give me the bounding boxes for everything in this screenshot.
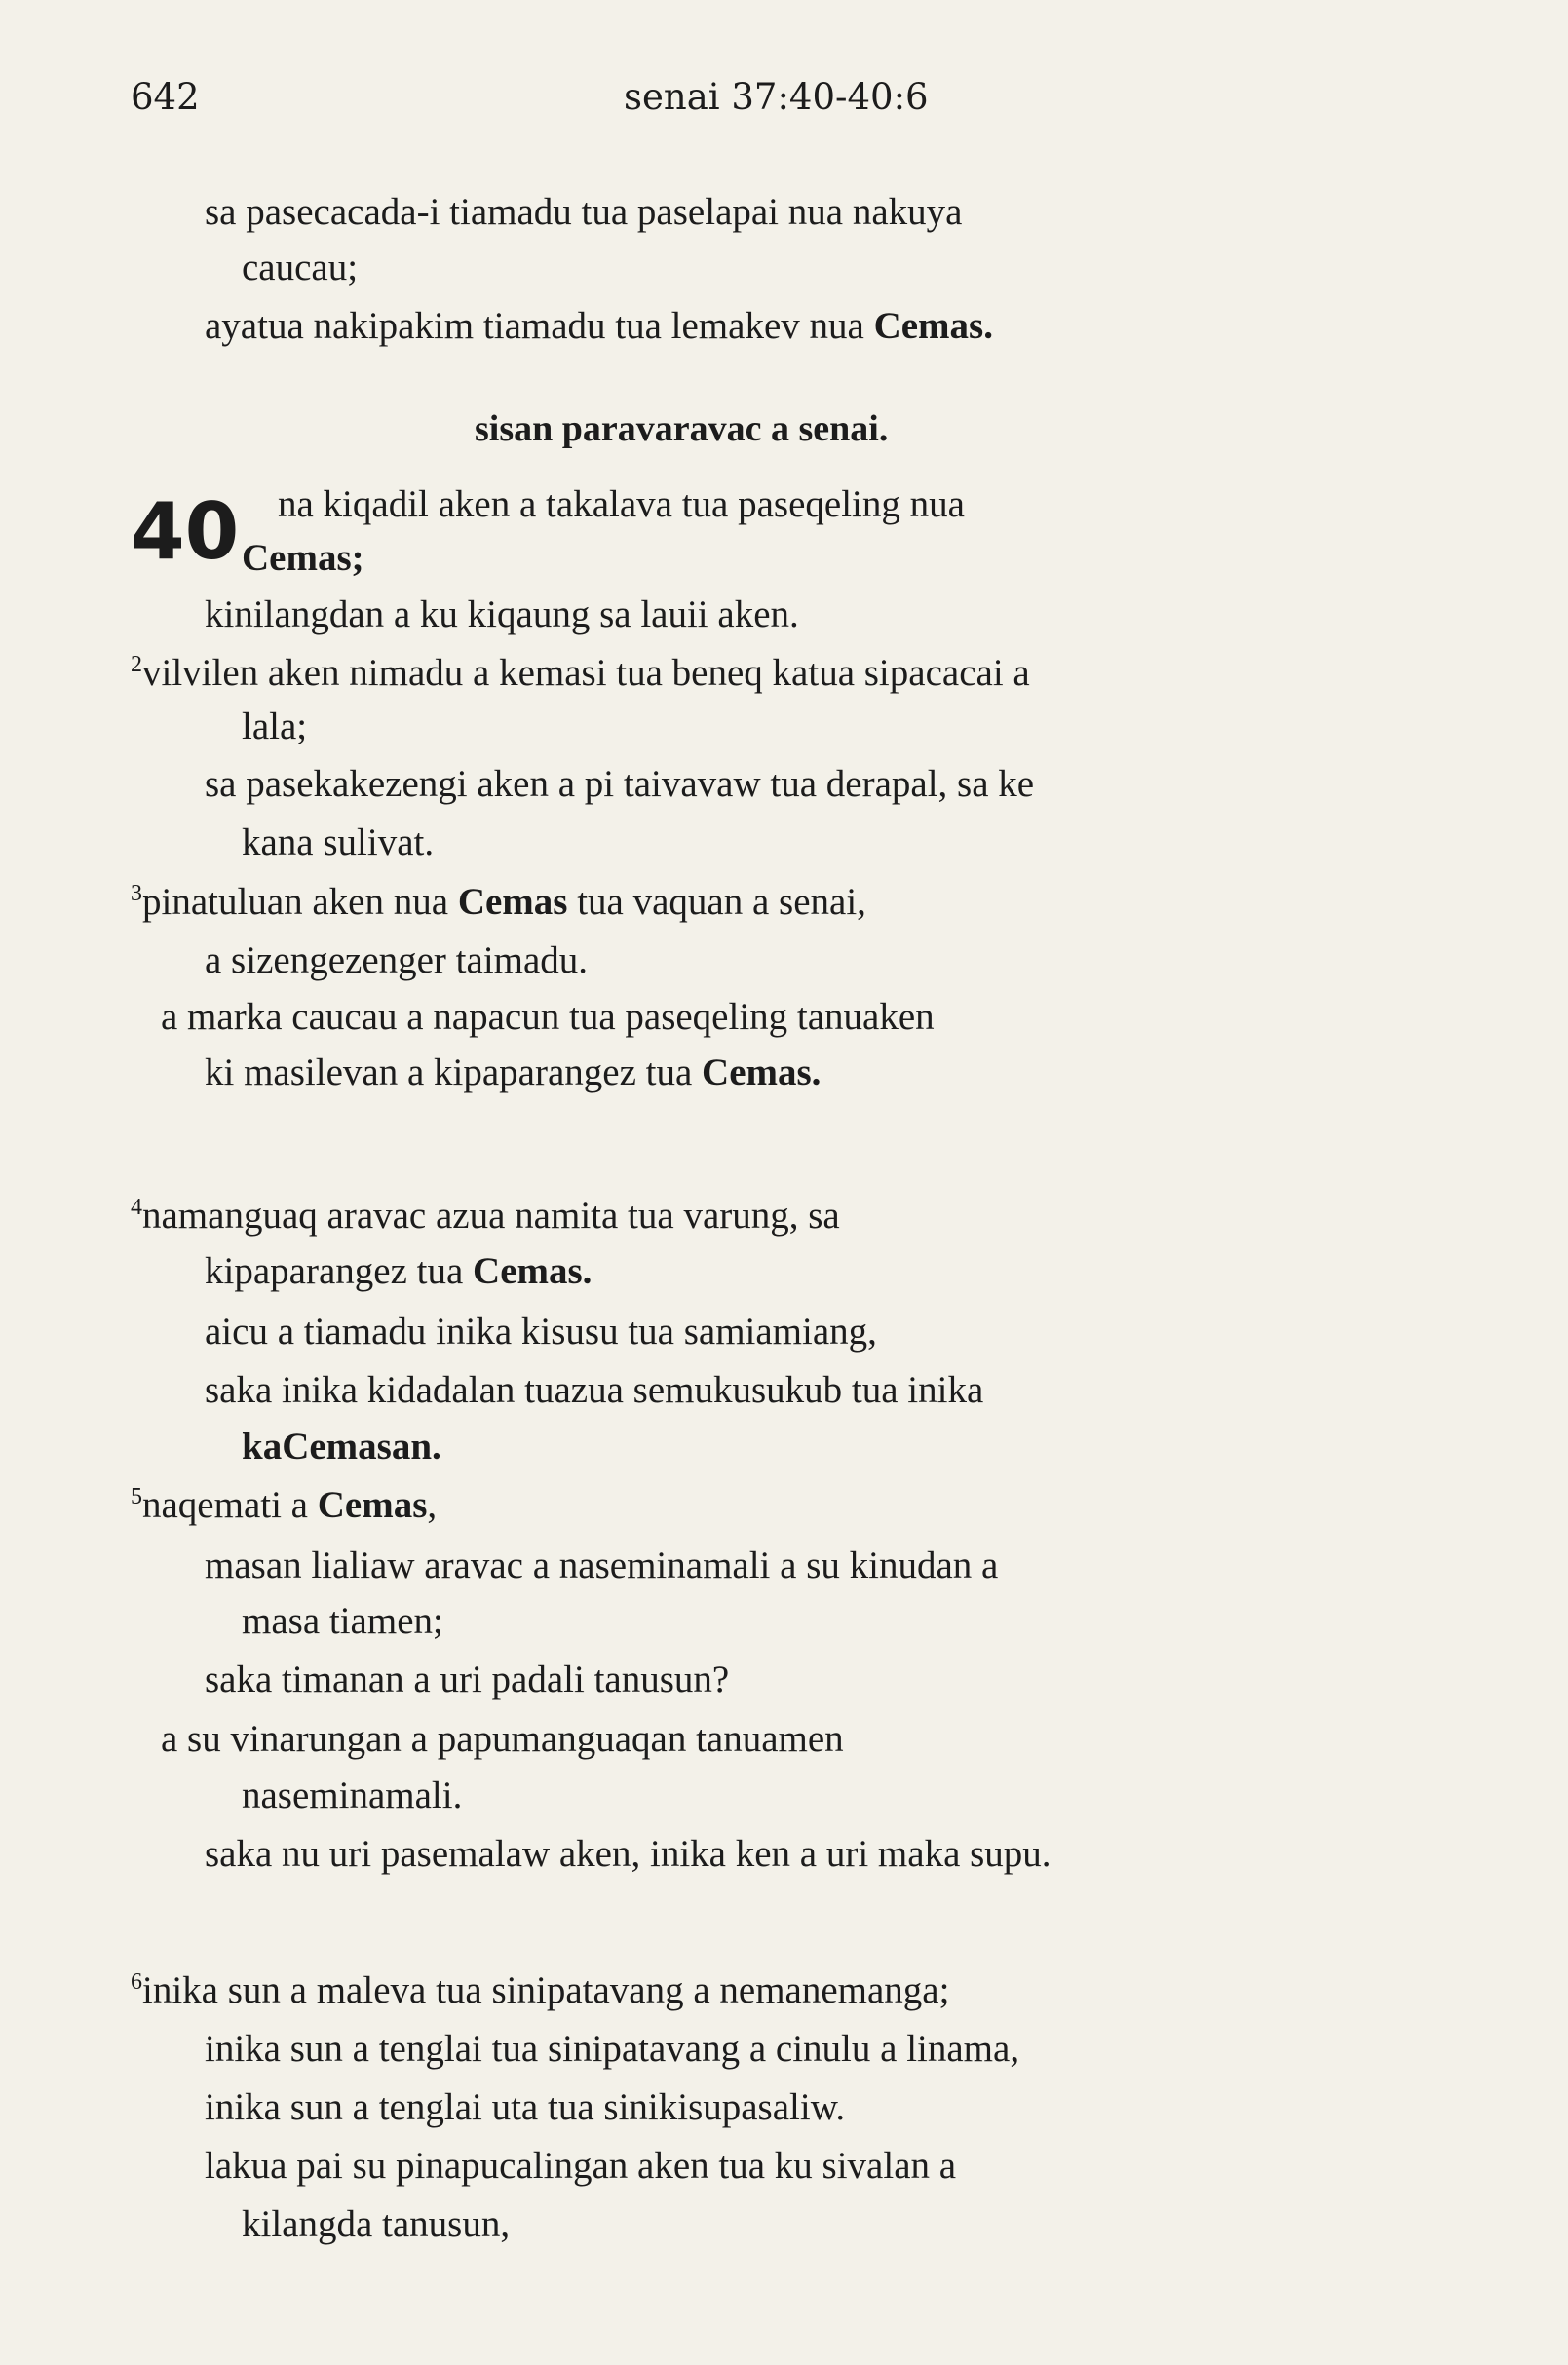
divine-name: Cemas (457, 881, 568, 923)
verse-number: 4 (131, 1195, 142, 1220)
text-segment: vilvilen aken nimadu a kemasi tua beneq katua sipacacai a (142, 652, 1030, 694)
text-segment: inika sun a tenglai tua sinipatavang a cinulu a linama, (205, 2028, 1020, 2070)
text-line (161, 1717, 844, 1763)
text-line (205, 1658, 729, 1703)
text-segment: ki masilevan a kipaparangez tua (205, 1051, 703, 1093)
text-line (205, 1368, 983, 1414)
text-segment: saka inika kidadalan tuazua semukusukub tua inika (205, 1369, 984, 1411)
text-line (131, 1194, 840, 1240)
text-segment: kipaparangez tua (205, 1250, 474, 1292)
divine-name: Cemas. (702, 1051, 822, 1093)
verse-number: 6 (131, 1969, 142, 1995)
text-line (205, 190, 962, 236)
text-line (242, 1425, 441, 1470)
text-segment: saka nu uri pasemalaw aken, inika ken a uri maka supu. (205, 1833, 1052, 1875)
text-segment: caucau; (242, 247, 359, 288)
text-segment: a sizengezenger taimadu. (205, 939, 589, 981)
text-segment: tua vaquan a senai, (567, 881, 866, 923)
verse-number: 2 (131, 652, 142, 677)
text-line (205, 1544, 998, 1589)
text-line (205, 1050, 821, 1096)
text-segment: , (427, 1484, 438, 1526)
text-segment: masan lialiaw aravac a naseminamali a su kinudan a (205, 1545, 999, 1586)
text-segment: inika sun a maleva tua sinipatavang a nemanemanga; (142, 1969, 950, 2011)
text-segment: pinatuluan aken nua (142, 881, 458, 923)
text-segment: namanguaq aravac azua namita tua varung, sa (142, 1195, 840, 1237)
text-segment: lakua pai su pinapucalingan aken tua ku sivalan a (205, 2145, 957, 2187)
verse-number: 3 (131, 881, 142, 906)
text-line (242, 536, 364, 582)
text-segment: masa tiamen; (242, 1600, 443, 1642)
text-segment: ayatua nakipakim tiamadu tua lemakev nua (205, 305, 874, 347)
divine-name: Cemas (317, 1484, 428, 1526)
text-line (242, 705, 307, 750)
text-segment: a marka caucau a napacun tua paseqeling tanuaken (161, 996, 935, 1038)
text-line (242, 2202, 510, 2248)
text-line (205, 762, 1034, 808)
divine-name: Cemas. (473, 1250, 593, 1292)
text-segment: naseminamali. (242, 1774, 463, 1816)
text-segment: na kiqadil aken a takalava tua paseqeling nua (278, 483, 965, 525)
text-line (278, 482, 965, 528)
divine-name: Cemas; (242, 537, 364, 579)
page-header (0, 76, 1568, 134)
verse-number: 5 (131, 1484, 142, 1509)
text-segment: saka timanan a uri padali tanusun? (205, 1659, 730, 1700)
running-head: senai 37:40-40:6 (624, 76, 929, 118)
text-line (205, 1249, 592, 1295)
text-line (205, 304, 993, 350)
text-line (131, 651, 1030, 697)
text-line (161, 995, 935, 1041)
text-segment: aicu a tiamadu inika kisusu tua samiamiang, (205, 1311, 877, 1353)
text-line (205, 1832, 1052, 1878)
text-line (131, 1968, 949, 2014)
text-segment: inika sun a tenglai uta tua sinikisupasaliw. (205, 2086, 846, 2128)
text-line (205, 1310, 877, 1355)
text-line (131, 880, 866, 926)
divine-name: kaCemasan. (242, 1426, 441, 1468)
text-segment: kana sulivat. (242, 821, 435, 863)
text-line (205, 2144, 956, 2190)
text-segment: sa pasecacada-i tiamadu tua paselapai nua nakuya (205, 191, 963, 233)
text-line (242, 246, 358, 291)
section-heading: sisan paravaravac a senai. (475, 408, 889, 449)
text-segment: naqemati a (142, 1484, 318, 1526)
text-line (205, 2027, 1019, 2073)
text-segment: a su vinarungan a papumanguaqan tanuamen (161, 1718, 844, 1760)
text-segment: kinilangdan a ku kiqaung sa lauii aken. (205, 593, 799, 635)
text-segment: sa pasekakezengi aken a pi taivavaw tua derapal, sa ke (205, 763, 1035, 805)
text-segment: kilangda tanusun, (242, 2203, 511, 2245)
text-line (205, 938, 588, 984)
text-line (205, 2085, 845, 2131)
text-line (131, 1483, 437, 1529)
text-segment: lala; (242, 706, 308, 747)
divine-name: Cemas. (873, 305, 993, 347)
text-line (242, 820, 434, 866)
chapter-number: 40 (131, 486, 240, 577)
page-number: 642 (131, 76, 200, 118)
text-line (242, 1599, 443, 1645)
text-line (205, 592, 799, 638)
text-line (242, 1774, 462, 1819)
